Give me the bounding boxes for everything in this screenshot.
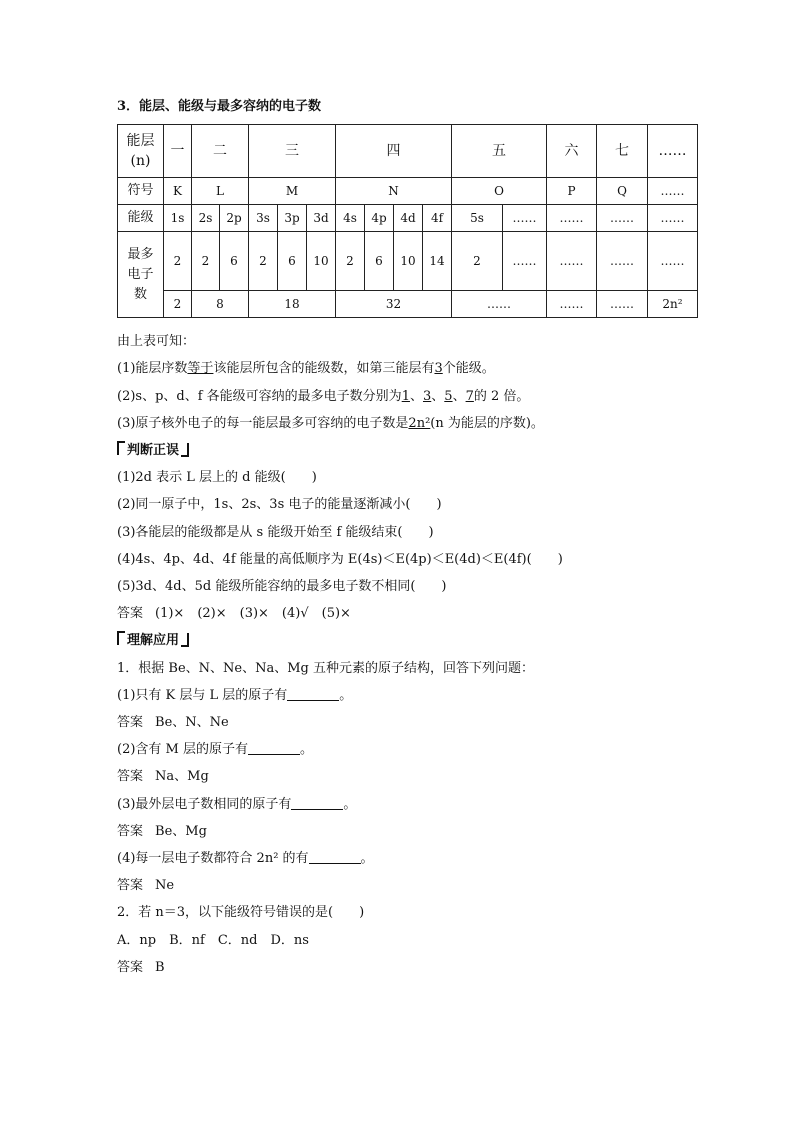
table-cell: 3s [249,205,278,232]
table-cell: …… [648,125,698,178]
text: 。 [343,796,357,812]
table-cell: …… [648,205,698,232]
corner-bracket-icon [117,631,125,645]
table-row-layer-max [118,291,698,318]
table-cell: 6 [278,232,307,291]
table-cell: …… [503,232,547,291]
table-row-sublevels [118,205,698,232]
judge-answer [117,600,677,627]
conclusion-intro: 由上表可知： [117,334,196,350]
judge-item-3: (3)各能层的能级都是从 s 能级开始至 f 能级结束( ) [117,524,434,540]
table-cell: 4f [423,205,452,232]
table-cell: 六 [547,125,597,178]
text: (4)每一层电子数都符合 2n² 的有 [117,851,309,867]
answer-label: 答案 [117,715,144,731]
table-cell: …… [648,232,698,291]
question-1-3 [117,791,677,818]
table-cell: 6 [365,232,394,291]
judge-heading [117,437,677,464]
table-cell: P [547,178,597,205]
table-cell: 4p [365,205,394,232]
question-1-1 [117,682,677,709]
table-cell: 1s [164,205,192,232]
text: 。 [360,851,374,867]
table-cell: …… [547,205,597,232]
answer-2 [117,954,677,981]
table-cell: 2 [336,232,365,291]
table-cell: …… [648,178,698,205]
table-cell: 18 [249,291,336,318]
corner-bracket-icon [181,443,189,457]
table-cell: 七 [597,125,648,178]
table-cell: 2p [220,205,249,232]
table-cell: …… [452,291,547,318]
table-cell: 5s [452,205,503,232]
question-1-2 [117,736,677,763]
table-cell: L [192,178,249,205]
energy-level-table [117,124,698,318]
table-cell: 3p [278,205,307,232]
table-cell: 14 [423,232,452,291]
section-title: 3．能层、能级与最多容纳的电子数 [117,99,322,114]
table-cell: 4s [336,205,365,232]
table-cell: 32 [336,291,452,318]
table-cell: 2n² [648,291,698,318]
text: 。 [300,742,314,758]
table-cell: M [249,178,336,205]
corner-bracket-icon [181,633,189,647]
table-cell: 10 [307,232,336,291]
text: 该能层所包含的能级数，如第三能层有 [213,361,435,377]
table-cell: 2 [192,232,220,291]
table-cell: 3d [307,205,336,232]
text: (2)含有 M 层的原子有 [117,742,248,758]
answer-text: Ne [155,878,175,894]
table-cell: …… [547,232,597,291]
text: 、 [409,388,423,404]
table-cell: 10 [394,232,423,291]
judge-item-2: (2)同一原子中，1s、2s、3s 电子的能量逐渐减小( ) [117,497,442,513]
text: 的 2 倍。 [473,388,530,404]
underlined-answer: 7 [465,388,474,404]
answer-label: 答案 [117,878,144,894]
text: (3)最外层电子数相同的原子有 [117,796,292,812]
row-header-text: 最多 [127,246,154,262]
answer-label: 答案 [117,769,144,785]
table-cell: …… [547,291,597,318]
row-header-sublevel: 能级 [118,205,164,232]
document-page [117,93,687,981]
table-cell: 2 [164,232,192,291]
table-cell: 2 [452,232,503,291]
table-cell: 一 [164,125,192,178]
table-cell: 2 [249,232,278,291]
apply-heading [117,627,677,654]
table-cell: 6 [220,232,249,291]
table-row-layers [118,125,698,178]
answer-text: Na、Mg [155,769,209,785]
row-header-symbol: 符号 [118,178,164,205]
heading-text: 判断正误 [127,443,180,459]
table-cell: 8 [192,291,249,318]
table-cell: …… [503,205,547,232]
answer-text: Be、N、Ne [155,715,229,731]
row-header-text: 电子 [127,266,154,282]
question-1: 1．根据 Be、N、Ne、Na、Mg 五种元素的原子结构，回答下列问题： [117,660,534,676]
table-row-sublevel-max [118,232,698,291]
answer-label: 答案 [117,606,144,622]
underlined-answer: 3 [434,361,443,377]
answer-1-4 [117,872,677,899]
answer-text: B [155,959,165,975]
text: (1)能层序数 [117,361,188,377]
question-2-options: A．np B．nf C．nd D．ns [117,932,309,948]
answer-label: 答案 [117,823,144,839]
table-cell: …… [597,232,648,291]
row-header-text: 数 [133,286,147,302]
text: (2)s、p、d、f 各能级可容纳的最多电子数分别为 [117,388,402,404]
text: (n 为能层的序数)。 [430,415,544,431]
text: 个能级。 [442,361,495,377]
heading-text: 理解应用 [127,633,180,649]
table-cell: 二 [192,125,249,178]
text: (3)原子核外电子的每一能层最多可容纳的电子数是 [117,415,409,431]
question-2: 2．若 n＝3，以下能级符号错误的是( ) [117,905,365,921]
text: 、 [431,388,445,404]
conclusion-point-3 [117,410,677,437]
answer-text: (1)× (2)× (3)× (4)√ (5)× [155,606,351,622]
section-heading [117,627,189,654]
table-cell: 五 [452,125,547,178]
row-header-text: 能层 [126,133,155,150]
corner-bracket-icon [117,441,125,455]
table-cell: N [336,178,452,205]
answer-blank[interactable] [248,742,300,755]
section-heading [117,437,189,464]
row-header-layer [118,125,164,178]
table-cell: 四 [336,125,452,178]
judge-item-4: (4)4s、4p、4d、4f 能量的高低顺序为 E(4s)＜E(4p)＜E(4d)＜E(4f)( ) [117,551,563,567]
table-cell: K [164,178,192,205]
text: (1)只有 K 层与 L 层的原子有 [117,687,288,703]
answer-blank[interactable] [309,851,361,864]
answer-blank[interactable] [287,688,339,701]
row-header-text: (n) [130,153,151,170]
underlined-answer: 2n² [408,415,431,431]
answer-1-2 [117,763,677,790]
answer-1-1 [117,709,677,736]
text: 、 [452,388,466,404]
table-cell: …… [597,205,648,232]
answer-label: 答案 [117,959,144,975]
underlined-answer: 等于 [187,361,214,377]
answer-text: Be、Mg [155,823,207,839]
table-row-symbols [118,178,698,205]
conclusion-point-2 [117,383,677,410]
underlined-answer: 5 [444,388,453,404]
table-cell: 2s [192,205,220,232]
row-header-max-electrons [118,232,164,318]
table-cell: 2 [164,291,192,318]
conclusion-point-1 [117,355,677,382]
table-cell: 4d [394,205,423,232]
text: 。 [339,687,353,703]
judge-item-1: (1)2d 表示 L 层上的 d 能级( ) [117,470,317,486]
table-cell: O [452,178,547,205]
answer-blank[interactable] [291,797,343,810]
table-cell: Q [597,178,648,205]
table-cell: …… [597,291,648,318]
question-1-4 [117,845,677,872]
judge-item-5: (5)3d、4d、5d 能级所能容纳的最多电子数不相同( ) [117,579,447,595]
underlined-answer: 3 [422,388,432,404]
table-cell: 三 [249,125,336,178]
answer-1-3 [117,818,677,845]
underlined-answer: 1 [401,388,410,404]
